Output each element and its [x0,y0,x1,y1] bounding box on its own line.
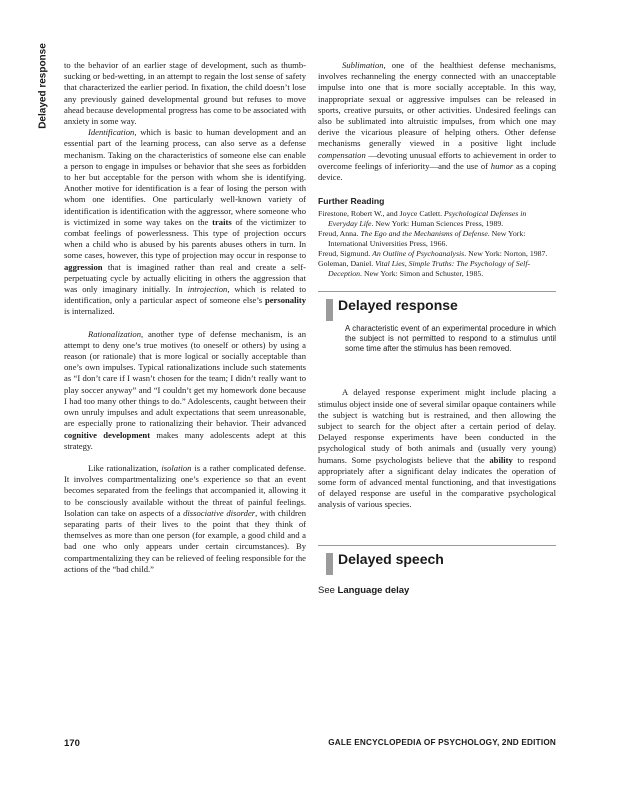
paragraph-delayed-response: A delayed response experiment might include placing a stimulus object inside one of several similar opaque containers while the subject is watching but is restrained, and then allowing the subject to search for the object after a certain period of delay. Delayed response experiments have been conducted in the psychological study of both animals and (usually very young) humans. Some psychologists believe that the ability to respond appropriately after a significant delay indicates the operation of some form of advanced mental functioning, and that investigations of delayed response are useful in the comparative psychological analysis of various species. [318,387,556,510]
entry-header-delayed-speech [318,545,556,585]
page-number: 170 [64,738,80,749]
link-language-delay[interactable]: Language delay [337,584,410,596]
right-column [318,60,556,596]
entry-definition: A characteristic event of an experimental procedure in which the subject is not permitted to respond to a stimulus until some time after the stimulus has been removed. [345,324,556,354]
paragraph-isolation: Like rationalization, isolation is a rather complicated defense. It involves compartmentalizing one’s experience so that an event becomes separated from the feelings that accompanied it, allowing it to be consciously available without the threat of painful feelings. Isolation can take on aspects of a dissociative disorder, with children separating parts of their lives to the point that they think of themselves as more than one person (for example, a good child and a bad one who only appears under certain circumstances). By compartmentalizing they can be relieved of feeling responsible for the actions of the “bad child.” [64,462,306,574]
link-cognitive-development[interactable]: cognitive development [64,429,151,440]
reference-item: Freud, Anna. The Ego and the Mechanisms of Defense. New York: International Universities Press, 1966. [318,229,526,249]
divider-rule [318,545,556,546]
link-traits[interactable]: traits [212,216,232,227]
entry-marker-bar [326,553,333,575]
sidebar-tab [36,43,50,129]
entry-title: Delayed response [338,297,458,314]
reference-item: Goleman, Daniel. Vital Lies, Simple Truths: The Psychology of Self-Deception. New York: Simon and Schuster, 1985. [318,259,531,279]
paragraph-identification: Identification, which is basic to human development and an essential part of the learning process, can also serve as a defense mechanism. Taking on the characteristics of someone else can enable a person to engage in impulses or behavior that she sees as forbidden to her but acceptable for the person with whom she is identifying. Another motive for identification is a fear of losing the person with whom one identifies. One particularly well-known variety of identification is identification with the aggressor, where someone who is victimized in some way takes on the traits of the victimizer to combat feelings of powerlessness. This type of projection occurs when a child who is abused by his parents abuses others in turn. In some cases, however, this type of projection may occur in response to aggression that is imagined rather than real and create a self-perpetuating cycle by actually eliciting in others the aggression that was only imaginary initially. In introjection, which is related to identification, only a particular aspect of someone else’s personality is internalized. [64,127,306,317]
link-dissociative-disorder[interactable]: dissociative disorder [183,507,256,518]
link-humor[interactable]: humor [490,160,514,171]
left-column [64,60,306,575]
link-compensation[interactable]: compensation [318,149,366,160]
footer-title: GALE ENCYCLOPEDIA OF PSYCHOLOGY, 2ND EDITION [328,738,556,747]
paragraph-fixation: to the behavior of an earlier stage of development, such as thumb-sucking or bed-wetting, in an attempt to regain the lost sense of safety that characterized the earlier period. In fixation, the child doesn’t lose any previously gained developmental ground but refuses to move ahead because developmental progress has come to be associated with anxiety in some way. [64,60,306,127]
link-ability[interactable]: ability [489,454,513,465]
paragraph-sublimation: Sublimation, one of the healthiest defense mechanisms, involves rechanneling the energy connected with an unacceptable impulse into one that is more socially acceptable. In this way, inappropriate sexual or aggressive impulses can be released in sports, creative pursuits, or other activities. Undesired feelings can also be sublimated into altruistic impulses, from which one may derive the vicarious pleasure of helping others. Other defense mechanisms generally viewed in a positive light include compensation —devoting unusual efforts to achievement in order to overcome feelings of inferiority—and the use of humor as a coping device. [318,60,556,183]
link-personality[interactable]: personality [264,295,306,306]
reference-item: Freud, Sigmund. An Outline of Psychoanalysis. New York: Norton, 1987. [318,249,548,259]
reference-item: Firestone, Robert W., and Joyce Catlett. Psychological Defenses in Everyday Life. New York: Human Sciences Press, 1989. [318,209,527,229]
entry-header-delayed-response [318,291,556,387]
see-reference: See Language delay [318,584,410,596]
entry-title: Delayed speech [338,550,444,567]
paragraph-rationalization: Rationalization, another type of defense mechanism, is an attempt to deny one’s true motives (to oneself or others) by using a reason (or rationale) that is more logical or socially acceptable than one’s own impulses. Typical rationalizations include such statements as “I don’t care if I wasn’t chosen for the team; I didn’t really want to play soccer anyway” and “I couldn’t get my homework done because I had too many other things to do.” Adolescents, caught between their own unruly impulses and adult expectations that seem unreasonable, are especially prone to rationalizing their behavior. Their advanced cognitive development makes many adolescents adept at this strategy. [64,328,306,451]
entry-marker-bar [326,299,333,321]
sidebar-tab-label: Delayed response [37,43,49,129]
divider-rule [318,291,556,292]
further-reading-heading: Further Reading [318,196,385,207]
link-aggression[interactable]: aggression [64,261,103,272]
